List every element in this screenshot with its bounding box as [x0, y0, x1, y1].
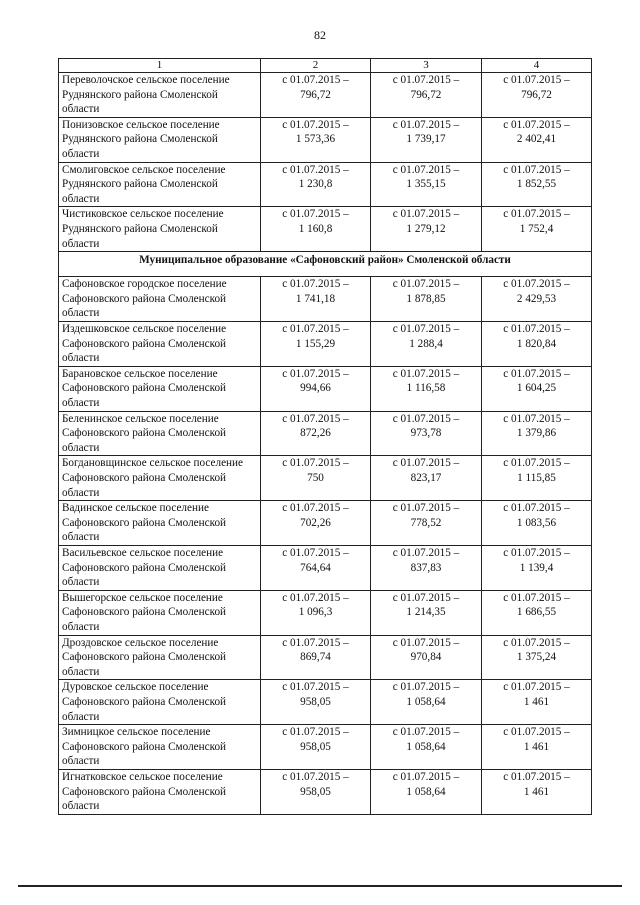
tariff-date: с 01.07.2015 –	[282, 546, 349, 559]
tariff-date: с 01.07.2015 –	[503, 591, 570, 604]
tariff-value: 2 429,53	[516, 292, 557, 305]
tariff-date: с 01.07.2015 –	[392, 726, 460, 739]
tariff-cell-col2	[261, 366, 371, 411]
tariff-cell-col4	[482, 73, 592, 118]
tariff-cell-col3	[371, 769, 482, 814]
tariff-date: с 01.07.2015 –	[503, 681, 570, 694]
tariff-date: с 01.07.2015 –	[282, 502, 349, 515]
tariff-cell-col3	[371, 725, 482, 770]
tariff-value: 970,84	[410, 651, 442, 664]
table-row	[59, 73, 592, 118]
tariff-cell-col2	[261, 635, 371, 680]
tariff-value: 796,72	[300, 88, 331, 101]
tariff-value: 764,64	[300, 561, 331, 574]
tariff-date: с 01.07.2015 –	[392, 74, 460, 86]
table-row	[59, 321, 592, 366]
tariff-value: 1 461	[523, 740, 550, 753]
tariff-cell-col2	[261, 73, 371, 118]
tariff-cell-col4	[482, 207, 592, 252]
tariff-cell-col2	[261, 411, 371, 456]
settlement-name: Зимницкое сельское поселение Сафоновского района Смоленской области	[59, 725, 261, 770]
tariff-date: с 01.07.2015 –	[392, 546, 460, 559]
tariff-cell-col2	[261, 207, 371, 252]
tariff-date: с 01.07.2015 –	[503, 163, 570, 176]
tariff-cell-col3	[371, 207, 482, 252]
tariff-cell-col4	[482, 635, 592, 680]
tariff-cell-col2	[261, 501, 371, 546]
tariff-cell-col3	[371, 411, 482, 456]
tariff-cell-col4	[482, 501, 592, 546]
tariff-date: с 01.07.2015 –	[282, 591, 349, 604]
tariff-date: с 01.07.2015 –	[392, 322, 460, 335]
tariff-date: с 01.07.2015 –	[282, 726, 349, 739]
tariff-cell-col4	[482, 590, 592, 635]
tariff-value: 1 461	[523, 785, 550, 798]
tariff-date: с 01.07.2015 –	[282, 636, 349, 649]
settlement-name: Беленинское сельское поселение Сафоновского района Смоленской области	[59, 411, 261, 456]
tariff-date: с 01.07.2015 –	[392, 118, 460, 131]
tariff-value: 1 096,3	[298, 606, 333, 619]
tariff-date: с 01.07.2015 –	[282, 118, 349, 131]
tariff-value: 1 160,8	[298, 222, 333, 235]
tariff-value: 1 058,64	[406, 740, 446, 753]
tariff-cell-col4	[482, 769, 592, 814]
tariff-date: с 01.07.2015 –	[392, 208, 460, 221]
tariff-value: 1 083,56	[516, 516, 557, 529]
tariff-date: с 01.07.2015 –	[282, 367, 349, 380]
tariff-cell-col2	[261, 680, 371, 725]
tariff-value: 1 686,55	[516, 606, 557, 619]
settlement-name: Вадинское сельское поселение Сафоновского района Смоленской области	[59, 501, 261, 546]
tariff-cell-col4	[482, 277, 592, 322]
tariff-value: 1 230,8	[298, 178, 333, 191]
tariff-cell-col3	[371, 162, 482, 207]
settlement-name: Васильевское сельское поселение Сафоновского района Смоленской области	[59, 545, 261, 590]
tariff-value: 750	[307, 471, 324, 484]
tariff-cell-col3	[371, 501, 482, 546]
tariff-date: с 01.07.2015 –	[282, 412, 349, 425]
tariff-value: 872,26	[300, 427, 331, 440]
tariff-value: 1 355,15	[406, 178, 446, 191]
settlement-name: Дуровское сельское поселение Сафоновского района Смоленской области	[59, 680, 261, 725]
tariff-value: 1 155,29	[295, 337, 336, 350]
table-row	[59, 635, 592, 680]
tariff-cell-col2	[261, 321, 371, 366]
tariff-date: с 01.07.2015 –	[503, 322, 570, 335]
column-header-1: 1	[59, 59, 261, 73]
tariff-cell-col3	[371, 456, 482, 501]
tariff-date: с 01.07.2015 –	[282, 770, 349, 783]
tariff-value: 958,05	[300, 695, 331, 708]
table-row	[59, 725, 592, 770]
table-row	[59, 545, 592, 590]
tariff-date: с 01.07.2015 –	[392, 681, 460, 694]
tariff-cell-col2	[261, 162, 371, 207]
table-section	[59, 252, 592, 277]
table-row	[59, 501, 592, 546]
tariff-value: 1 461	[523, 695, 550, 708]
tariff-cell-col2	[261, 590, 371, 635]
table-row	[59, 769, 592, 814]
tariff-cell-col2	[261, 117, 371, 162]
footer-rule	[18, 885, 622, 887]
tariff-cell-col2	[261, 725, 371, 770]
table-body-top	[59, 73, 592, 252]
tariff-date: с 01.07.2015 –	[503, 367, 570, 380]
tariff-value: 796,72	[410, 88, 442, 101]
tariff-date: с 01.07.2015 –	[392, 591, 460, 604]
tariff-date: с 01.07.2015 –	[503, 278, 570, 291]
tariff-value: 1 115,85	[517, 471, 556, 484]
tariff-date: с 01.07.2015 –	[503, 636, 570, 649]
table-row	[59, 207, 592, 252]
tariff-date: с 01.07.2015 –	[282, 278, 349, 291]
tariff-date: с 01.07.2015 –	[282, 322, 349, 335]
tariff-date: с 01.07.2015 –	[392, 412, 460, 425]
tariff-value: 2 402,41	[516, 133, 557, 146]
tariff-date: с 01.07.2015 –	[503, 412, 570, 425]
tariff-value: 1 139,4	[519, 561, 554, 574]
tariff-cell-col3	[371, 117, 482, 162]
section-row	[59, 252, 592, 277]
settlement-name: Игнатковское сельское поселение Сафоновского района Смоленской области	[59, 769, 261, 814]
tariff-date: с 01.07.2015 –	[392, 502, 460, 515]
tariff-value: 1 214,35	[406, 606, 446, 619]
tariff-value: 958,05	[300, 740, 331, 753]
tariff-value: 1 739,17	[406, 133, 446, 146]
tariff-cell-col3	[371, 545, 482, 590]
tariff-date: с 01.07.2015 –	[392, 636, 460, 649]
tariff-value: 1 604,25	[516, 382, 557, 395]
tariff-date: с 01.07.2015 –	[503, 208, 570, 221]
page-number: 82	[314, 28, 326, 42]
tariff-cell-col3	[371, 366, 482, 411]
table-row	[59, 366, 592, 411]
tariff-cell-col4	[482, 321, 592, 366]
tariff-date: с 01.07.2015 –	[503, 726, 570, 739]
tariff-value: 869,74	[300, 651, 331, 664]
tariff-value: 1 279,12	[406, 222, 446, 235]
tariff-value: 994,66	[300, 382, 331, 395]
tariff-date: с 01.07.2015 –	[503, 770, 570, 783]
settlement-name: Чистиковское сельское поселение Руднянского района Смоленской области	[59, 207, 261, 252]
tariff-cell-col3	[371, 277, 482, 322]
table-row	[59, 411, 592, 456]
tariff-value: 973,78	[410, 427, 442, 440]
tariff-value: 1 288,4	[409, 337, 443, 350]
tariff-cell-col2	[261, 769, 371, 814]
tariff-cell-col4	[482, 117, 592, 162]
tariff-cell-col2	[261, 545, 371, 590]
table-header-row	[59, 59, 592, 73]
tariff-date: с 01.07.2015 –	[392, 163, 460, 176]
tariff-date: с 01.07.2015 –	[503, 457, 570, 470]
tariff-date: с 01.07.2015 –	[392, 770, 460, 783]
table-row	[59, 590, 592, 635]
tariff-date: с 01.07.2015 –	[282, 163, 349, 176]
settlement-name: Переволочское сельское поселение Руднянского района Смоленской области	[59, 73, 261, 118]
tariff-cell-col3	[371, 321, 482, 366]
tariff-date: с 01.07.2015 –	[503, 118, 570, 131]
settlement-name: Сафоновское городское поселение Сафоновского района Смоленской области	[59, 277, 261, 322]
tariff-cell-col3	[371, 635, 482, 680]
tariff-value: 796,72	[521, 88, 552, 101]
tariff-date: с 01.07.2015 –	[503, 74, 570, 86]
tariff-value: 1 752,4	[519, 222, 554, 235]
tariff-date: с 01.07.2015 –	[282, 457, 349, 470]
tariff-date: с 01.07.2015 –	[282, 208, 349, 221]
tariff-date: с 01.07.2015 –	[392, 367, 460, 380]
table-row	[59, 117, 592, 162]
tariff-value: 1 058,64	[406, 785, 446, 798]
tariff-date: с 01.07.2015 –	[282, 74, 349, 86]
tariff-cell-col4	[482, 366, 592, 411]
settlement-name: Понизовское сельское поселение Руднянского района Смоленской области	[59, 117, 261, 162]
tariff-cell-col2	[261, 277, 371, 322]
tariff-cell-col4	[482, 680, 592, 725]
tariff-value: 1 573,36	[295, 133, 336, 146]
table-row	[59, 680, 592, 725]
tariff-cell-col4	[482, 162, 592, 207]
tariff-cell-col2	[261, 456, 371, 501]
column-header-2: 2	[261, 59, 371, 73]
tariff-cell-col4	[482, 545, 592, 590]
tariff-date: с 01.07.2015 –	[392, 278, 460, 291]
column-header-4: 4	[482, 59, 592, 73]
table-row	[59, 456, 592, 501]
column-header-3: 3	[371, 59, 482, 73]
settlement-name: Дроздовское сельское поселение Сафоновского района Смоленской области	[59, 635, 261, 680]
tariff-cell-col3	[371, 680, 482, 725]
settlement-name: Смолиговское сельское поселение Руднянского района Смоленской области	[59, 162, 261, 207]
tariff-value: 702,26	[300, 516, 331, 529]
tariff-date: с 01.07.2015 –	[392, 457, 460, 470]
tariff-value: 1 741,18	[295, 292, 336, 305]
tariff-cell-col4	[482, 411, 592, 456]
settlement-name: Вышегорское сельское поселение Сафоновского района Смоленской области	[59, 590, 261, 635]
tariff-value: 1 058,64	[406, 695, 446, 708]
settlement-name: Богдановщинское сельское поселение Сафоновского района Смоленской области	[59, 456, 261, 501]
table-body-bottom	[59, 277, 592, 815]
tariff-value: 837,83	[410, 561, 442, 574]
tariff-date: с 01.07.2015 –	[282, 681, 349, 694]
tariff-date: с 01.07.2015 –	[503, 502, 570, 515]
tariff-value: 1 820,84	[516, 337, 557, 350]
tariff-cell-col3	[371, 73, 482, 118]
table-row	[59, 277, 592, 322]
settlement-name: Барановское сельское поселение Сафоновского района Смоленской области	[59, 366, 261, 411]
tariff-value: 1 878,85	[406, 292, 446, 305]
tariff-value: 1 375,24	[516, 651, 557, 664]
tariff-value: 1 379,86	[516, 427, 557, 440]
tariff-value: 823,17	[410, 471, 442, 484]
tariff-value: 778,52	[410, 516, 442, 529]
tariff-cell-col4	[482, 725, 592, 770]
tariff-table	[58, 58, 592, 815]
tariff-value: 1 116,58	[406, 382, 446, 395]
table-row	[59, 162, 592, 207]
section-title: Муниципальное образование «Сафоновский район» Смоленской области	[59, 252, 592, 277]
tariff-date: с 01.07.2015 –	[503, 546, 570, 559]
tariff-cell-col3	[371, 590, 482, 635]
settlement-name: Издешковское сельское поселение Сафоновского района Смоленской области	[59, 321, 261, 366]
tariff-value: 1 852,55	[516, 178, 557, 191]
tariff-cell-col4	[482, 456, 592, 501]
tariff-value: 958,05	[300, 785, 331, 798]
